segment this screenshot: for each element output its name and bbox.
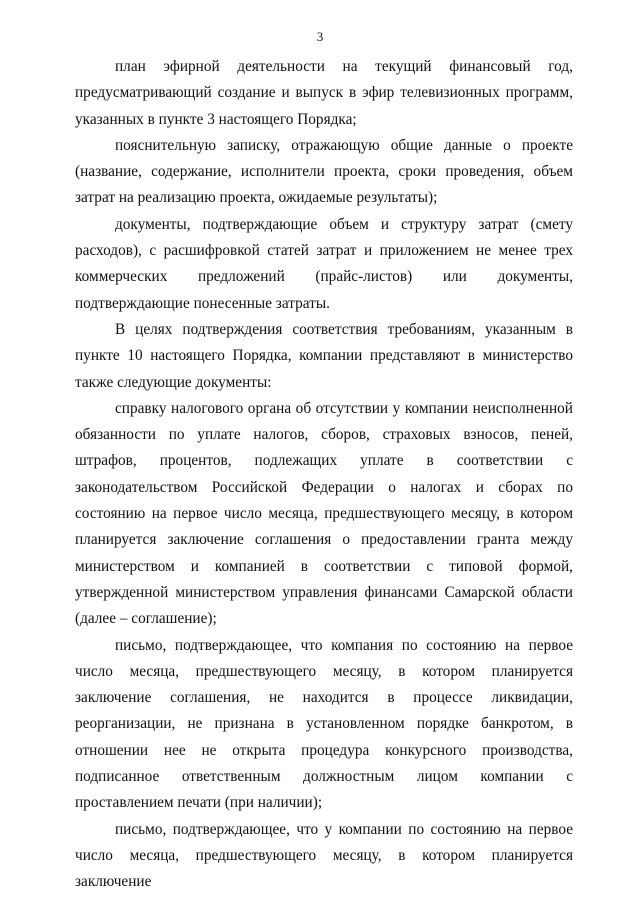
paragraph-broadcast-plan: план эфирной деятельности на текущий финансовый год, предусматривающий создание и выпуск в эфир телевизионных программ, указанных в пункте 3 настоящего Порядка; [75,58,573,128]
paragraph-explanatory-note: пояснительную записку, отражающую общие данные о проекте (название, содержание, исполнители проекта, сроки проведения, объем затрат на реализацию проекта, ожидаемые результаты); [75,136,573,207]
paragraph-debt-letter: письмо, подтверждающее, что у компании по состоянию на первое число месяца, предшествующего месяцу, в котором планируется заключение [75,820,573,891]
paragraph-cost-documents: документы, подтверждающие объем и структуру затрат (смету расходов), с расшифровкой статей затрат и приложением не менее трех коммерческих предложений (прайс-листов) или документы, подтверждающие понесенные затраты. [75,215,573,312]
paragraph-liquidation-letter: письмо, подтверждающее, что компания по состоянию на первое число месяца, предшествующего месяцу, в котором планируется заключение соглашения, не находится в процессе ликвидации, реорганизации, не признана в установленном порядке банкротом, в отношении нее не открыта процедура конкурсного производства, подписанное ответственным должностным лицом компании с проставлением печати (при наличии); [75,636,573,812]
page-number: 3 [316,29,324,44]
paragraph-tax-certificate: справку налогового органа об отсутствии у компании неисполненной обязанности по уплате налогов, сборов, страховых взносов, пеней, штрафов, процентов, подлежащих уплате в соответствии с законодательством Российской Федерации о налогах и сборах по состоянию на первое число месяца, предшествующего месяцу, в котором планируется заключение соглашения о предоставлении гранта между министерством и компанией в соответствии с типовой формой, утвержденной министерством управления финансами Самарской области (далее – соглашение); [75,399,573,628]
document-body [75,54,573,896]
paragraph-compliance-intro: В целях подтверждения соответствия требованиям, указанным в пункте 10 настоящего Порядка, компании представляют в министерство также следующие документы: [75,320,573,391]
